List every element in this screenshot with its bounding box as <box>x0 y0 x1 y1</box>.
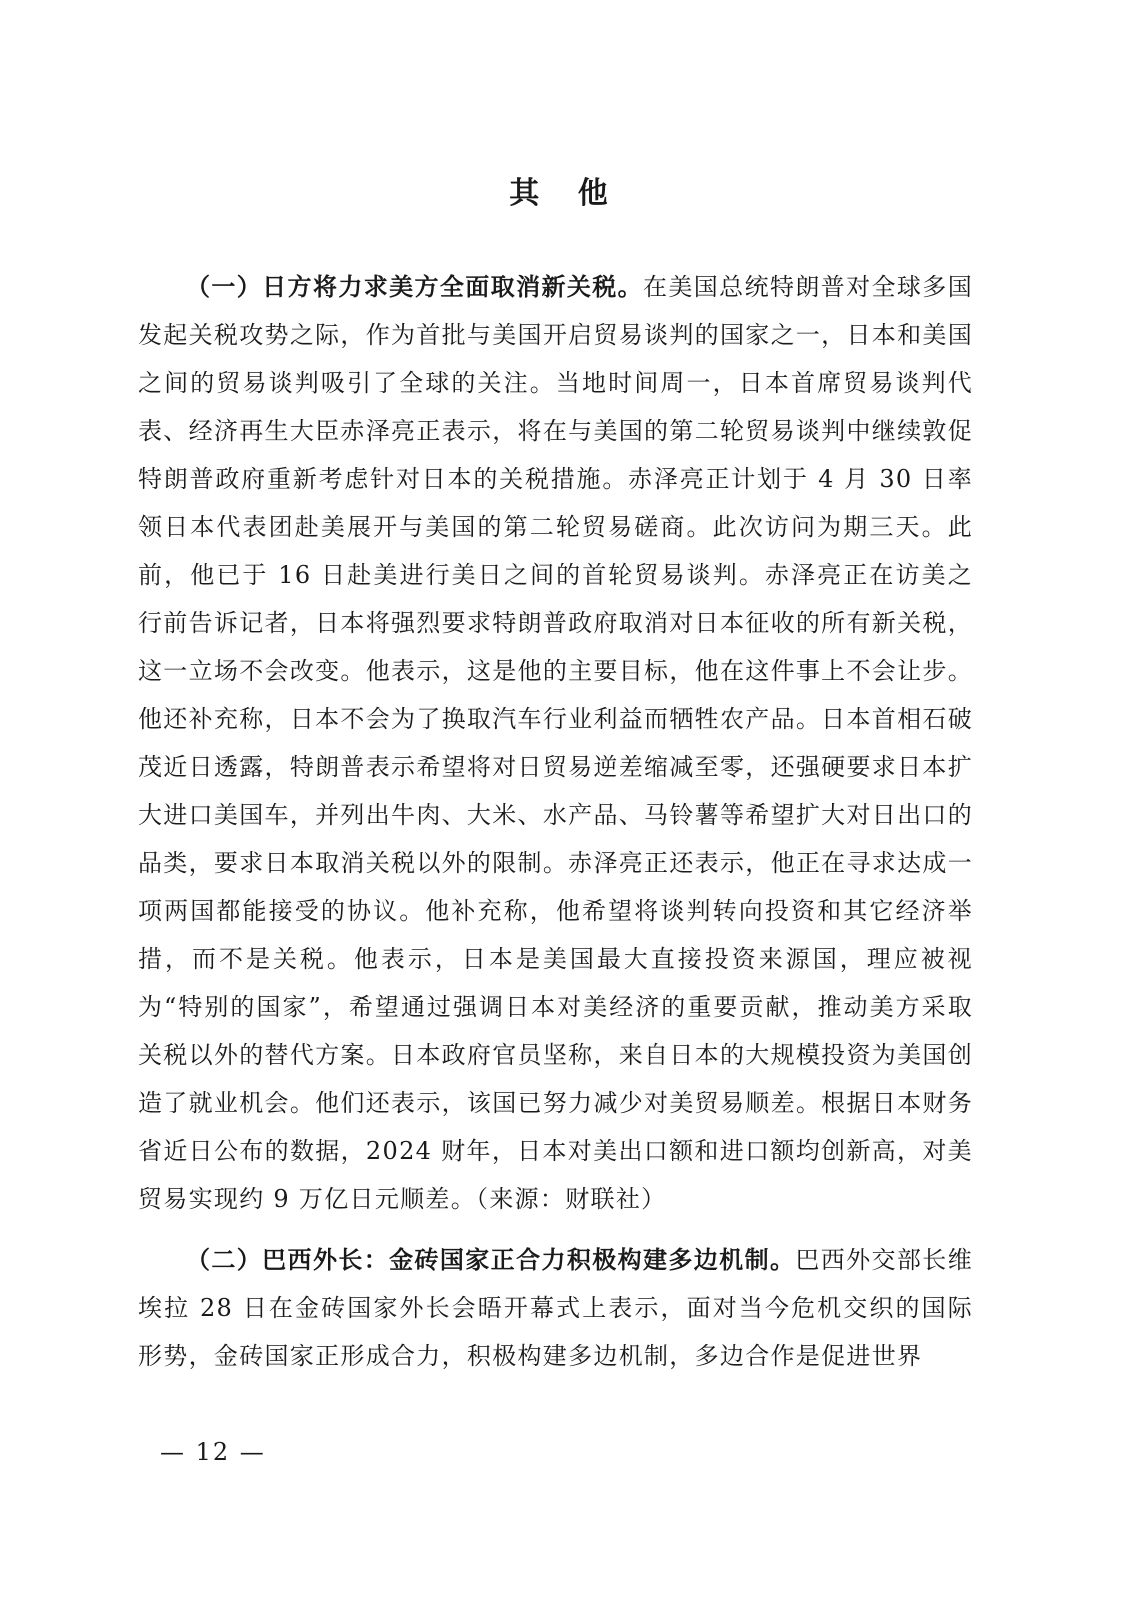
article-body: 在美国总统特朗普对全球多国发起关税攻势之际，作为首批与美国开启贸易谈判的国家之一，日本和美国之间的贸易谈判吸引了全球的关注。当地时间周一，日本首席贸易谈判代表、经济再生大臣赤泽亮正表示，将在与美国的第二轮贸易谈判中继续敦促特朗普政府重新考虑针对日本的关税措施。赤泽亮正计划于 4 月 30 日率领日本代表团赴美展开与美国的第二轮贸易磋商。此次访问为期三天。此前，他已于 16 日赴美进行美日之间的首轮贸易谈判。赤泽亮正在访美之行前告诉记者，日本将强烈要求特朗普政府取消对日本征收的所有新关税，这一立场不会改变。他表示，这是他的主要目标，他在这件事上不会让步。他还补充称，日本不会为了换取汽车行业利益而牺牲农产品。日本首相石破茂近日透露，特朗普表示希望将对日贸易逆差缩减至零，还强硬要求日本扩大进口美国车，并列出牛肉、大米、水产品、马铃薯等希望扩大对日出口的品类，要求日本取消关税以外的限制。赤泽亮正还表示，他正在寻求达成一项两国都能接受的协议。他补充称，他希望将谈判转向投资和其它经济举措，而不是关税。他表示，日本是美国最大直接投资来源国，理应被视为“特别的国家”，希望通过强调日本对美经济的重要贡献，推动美方采取关税以外的替代方案。日本政府官员坚称，来自日本的大规模投资为美国创造了就业机会。他们还表示，该国已努力减少对美贸易顺差。根据日本财务省近日公布的数据，2024 财年，日本对美出口额和进口额均创新高，对美贸易实现约 9 万亿日元顺差。（来源：财联社） <box>138 273 973 1213</box>
article-heading: （一）日方将力求美方全面取消新关税。 <box>186 273 644 301</box>
article-body: 巴西外交部长维埃拉 28 日在金砖国家外长会晤开幕式上表示，面对当今危机交织的国际形势，金砖国家正形成合力，积极构建多边机制，多边合作是促进世界 <box>138 1246 973 1370</box>
page-number: — 12 — <box>160 1438 266 1466</box>
article-paragraph <box>138 263 973 1223</box>
section-title: 其 他 <box>509 176 622 211</box>
article-paragraph <box>138 1236 973 1380</box>
article-heading: （二）巴西外长：金砖国家正合力积极构建多边机制。 <box>186 1246 796 1274</box>
